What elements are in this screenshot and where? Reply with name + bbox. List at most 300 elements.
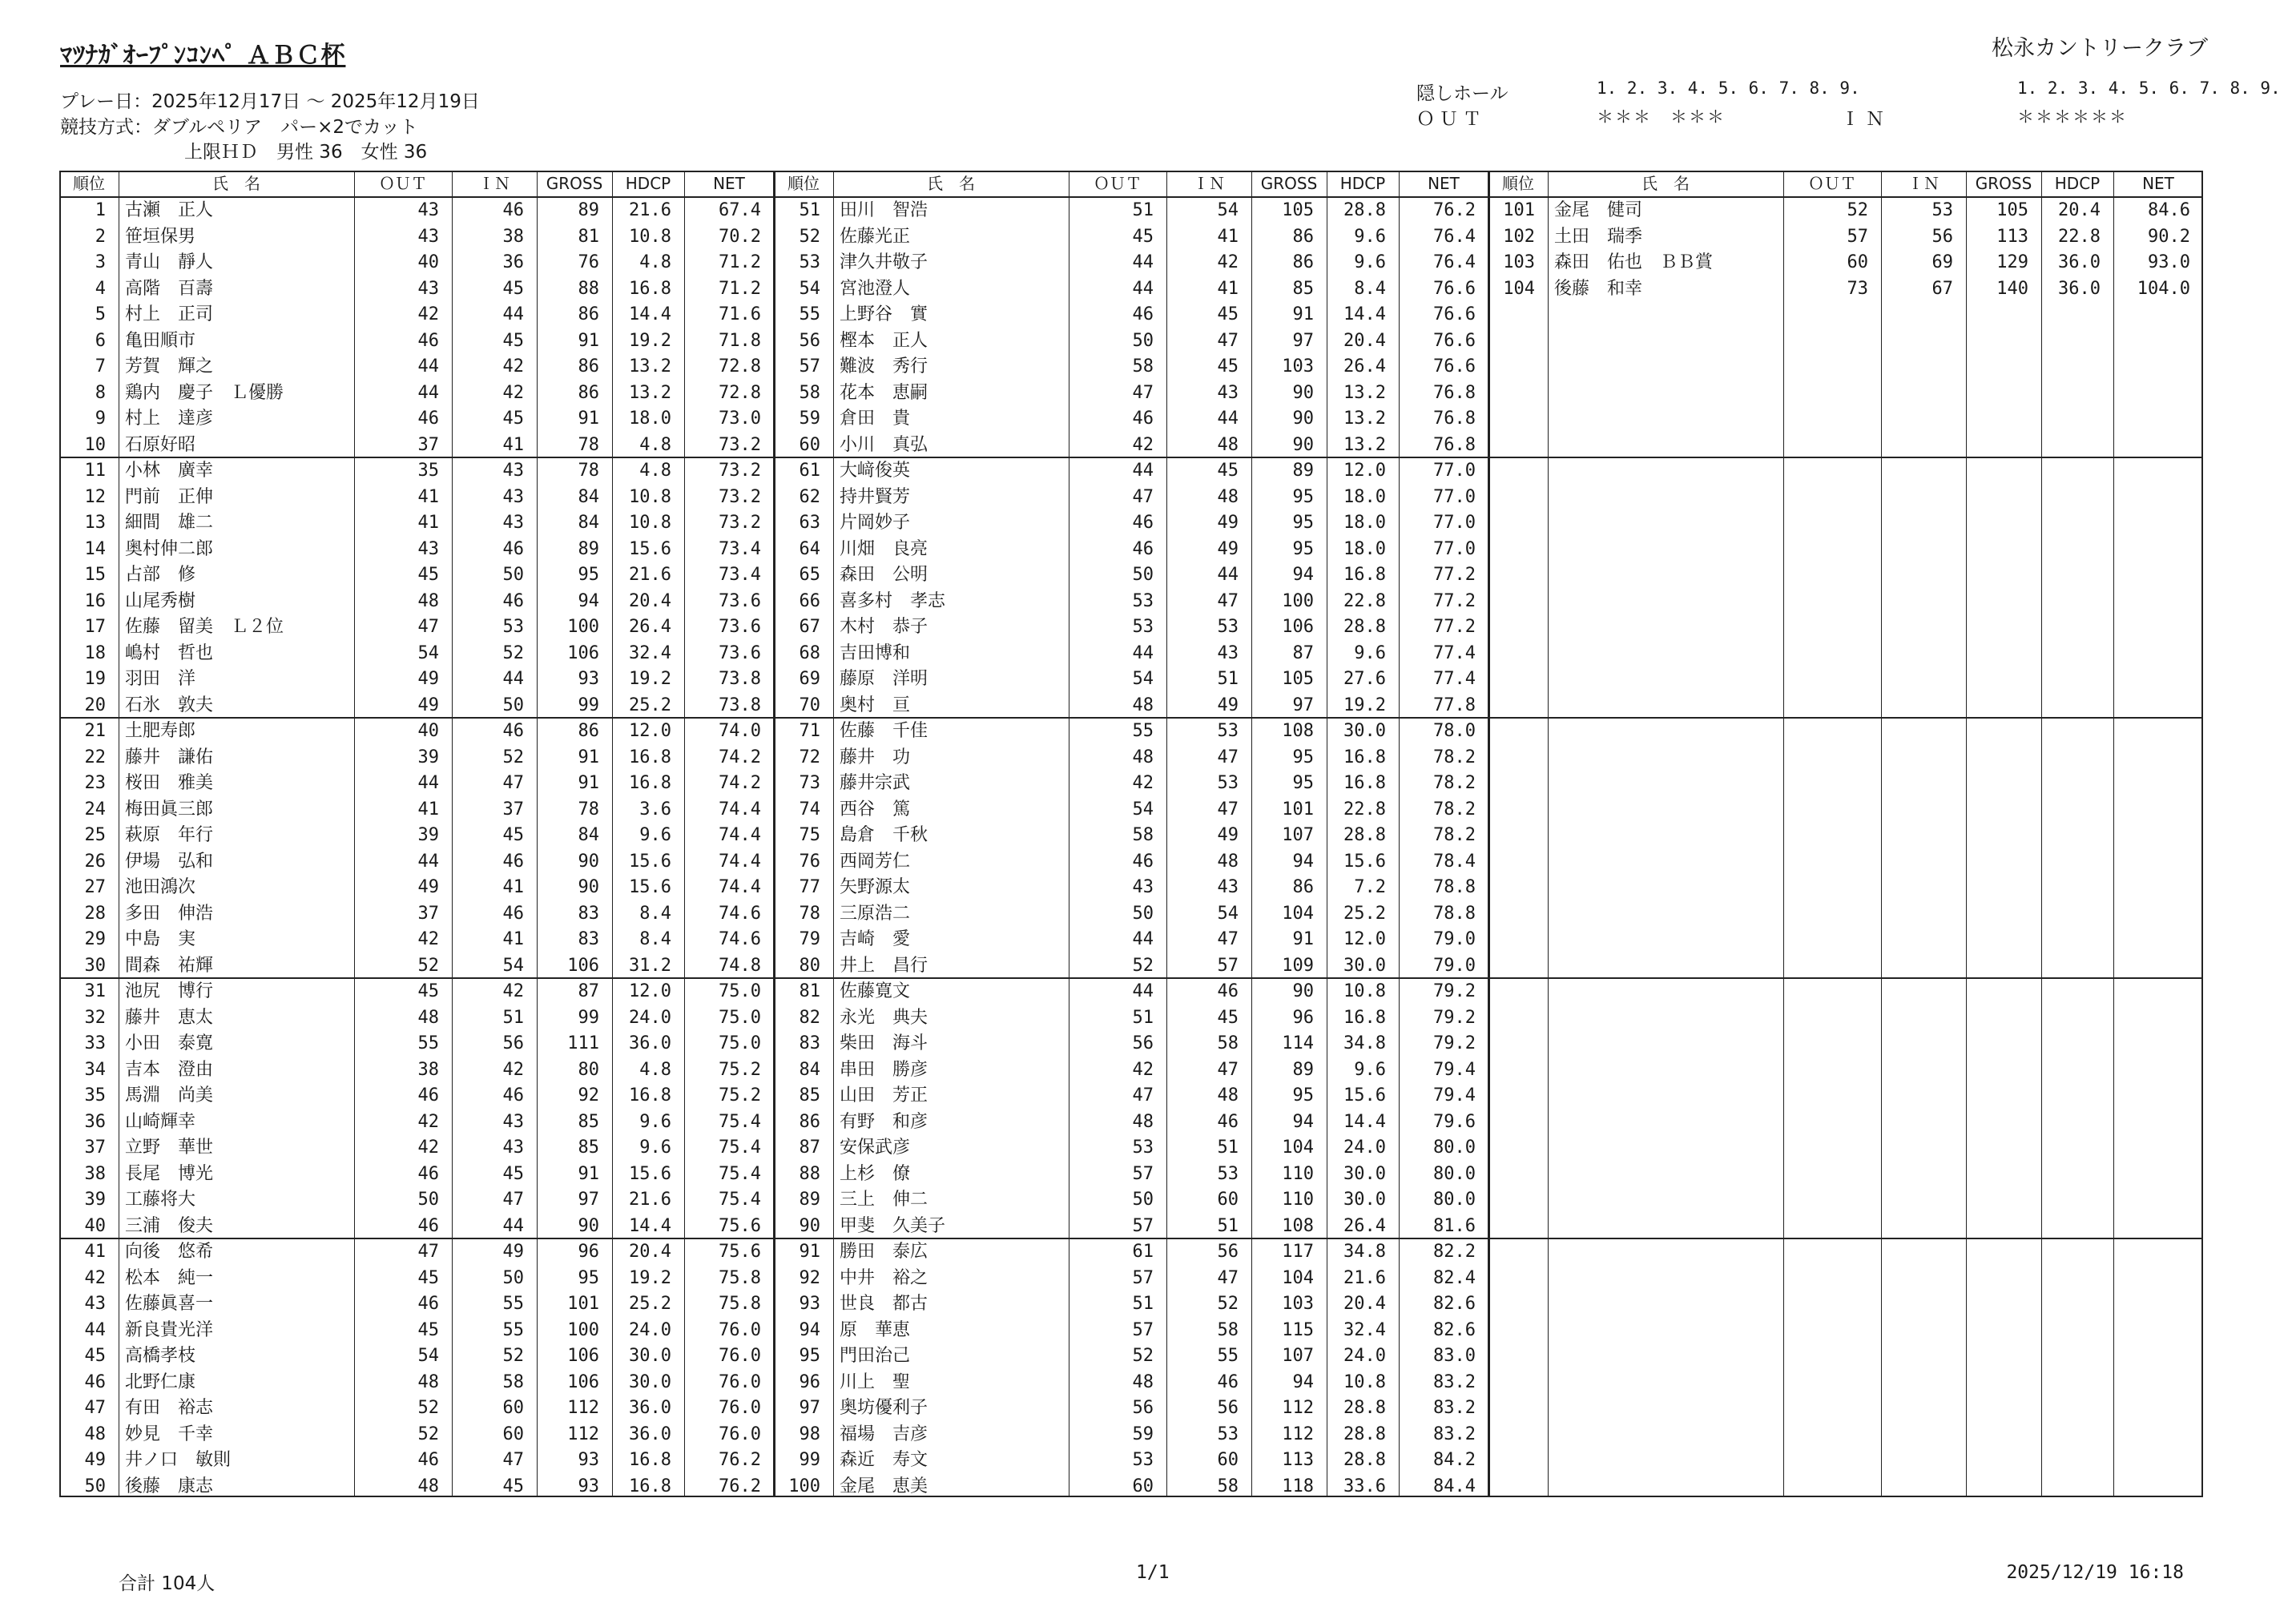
player-name: 後藤 康志 bbox=[125, 1476, 214, 1496]
player-out: 51 bbox=[1132, 1007, 1154, 1028]
player-out: 46 bbox=[417, 1450, 439, 1470]
player-net: 76.6 bbox=[1433, 330, 1476, 351]
player-name: 梅田眞三郎 bbox=[125, 799, 214, 820]
player-out: 60 bbox=[1847, 252, 1868, 272]
player-net: 67.4 bbox=[719, 200, 761, 220]
player-net: 93.0 bbox=[2148, 252, 2190, 272]
header-hdcp: HDCP bbox=[625, 174, 671, 193]
player-hdcp: 22.8 bbox=[2058, 226, 2101, 247]
player-in: 60 bbox=[502, 1398, 524, 1418]
player-name: 後藤 和幸 bbox=[1554, 278, 1643, 299]
player-gross: 83 bbox=[578, 929, 599, 949]
header-gross: GROSS bbox=[1260, 174, 1318, 193]
player-gross: 90 bbox=[578, 1215, 599, 1236]
player-out: 44 bbox=[417, 773, 439, 793]
player-in: 54 bbox=[1217, 200, 1239, 220]
header-out: ＯＵＴ bbox=[1808, 174, 1856, 193]
player-name: 佐藤寛文 bbox=[840, 981, 911, 1001]
player-rank: 36 bbox=[84, 1111, 106, 1132]
player-rank: 74 bbox=[799, 799, 820, 820]
player-hdcp: 16.8 bbox=[629, 747, 671, 767]
player-out: 54 bbox=[1132, 799, 1154, 820]
player-gross: 92 bbox=[578, 1085, 599, 1105]
player-in: 57 bbox=[1217, 955, 1239, 976]
player-gross: 99 bbox=[578, 1007, 599, 1028]
player-name: 山尾秀樹 bbox=[125, 590, 196, 611]
player-gross: 104 bbox=[1282, 903, 1314, 924]
player-name: 三上 伸二 bbox=[840, 1190, 928, 1210]
player-gross: 90 bbox=[1292, 981, 1314, 1001]
player-rank: 73 bbox=[799, 773, 820, 793]
player-gross: 78 bbox=[578, 461, 599, 481]
player-net: 83.2 bbox=[1433, 1424, 1476, 1444]
player-gross: 97 bbox=[1292, 695, 1314, 715]
player-gross: 106 bbox=[567, 1346, 599, 1366]
player-in: 50 bbox=[502, 695, 524, 715]
player-out: 43 bbox=[417, 200, 439, 220]
player-net: 76.4 bbox=[1433, 226, 1476, 247]
player-net: 77.8 bbox=[1433, 695, 1476, 715]
player-hdcp: 12.0 bbox=[1343, 929, 1386, 949]
player-gross: 89 bbox=[578, 200, 599, 220]
player-net: 75.6 bbox=[719, 1215, 761, 1236]
player-rank: 70 bbox=[799, 695, 820, 715]
player-hdcp: 16.8 bbox=[629, 1450, 671, 1470]
in-hidden-marks: ＊＊＊＊＊＊ bbox=[2017, 107, 2128, 127]
player-out: 56 bbox=[1132, 1033, 1154, 1053]
player-hdcp: 15.6 bbox=[629, 1163, 671, 1184]
player-net: 71.2 bbox=[719, 278, 761, 299]
header-rank: 順位 bbox=[1502, 174, 1534, 193]
player-out: 45 bbox=[1132, 226, 1154, 247]
player-net: 84.4 bbox=[1433, 1476, 1476, 1496]
player-hdcp: 16.8 bbox=[1343, 773, 1386, 793]
player-rank: 40 bbox=[84, 1215, 106, 1236]
player-hdcp: 16.8 bbox=[629, 773, 671, 793]
player-net: 76.2 bbox=[1433, 200, 1476, 220]
player-hdcp: 28.8 bbox=[1343, 1450, 1386, 1470]
player-hdcp: 15.6 bbox=[1343, 1085, 1386, 1105]
player-rank: 27 bbox=[84, 877, 106, 897]
player-in: 55 bbox=[1217, 1346, 1239, 1366]
player-rank: 49 bbox=[84, 1450, 106, 1470]
club-name: 松永カントリークラブ bbox=[1992, 36, 2208, 61]
player-hdcp: 15.6 bbox=[1343, 851, 1386, 872]
player-gross: 89 bbox=[578, 538, 599, 559]
player-rank: 101 bbox=[1503, 200, 1535, 220]
player-hdcp: 12.0 bbox=[629, 721, 671, 741]
player-in: 51 bbox=[1217, 1138, 1239, 1158]
player-net: 74.6 bbox=[719, 903, 761, 924]
player-out: 58 bbox=[1132, 825, 1154, 845]
player-out: 61 bbox=[1132, 1242, 1154, 1262]
player-net: 82.4 bbox=[1433, 1267, 1476, 1288]
player-in: 42 bbox=[502, 382, 524, 403]
player-gross: 104 bbox=[1282, 1138, 1314, 1158]
player-out: 54 bbox=[1132, 669, 1154, 689]
header-net: NET bbox=[2142, 174, 2174, 193]
player-net: 76.8 bbox=[1433, 409, 1476, 429]
player-name: 池尻 博行 bbox=[125, 981, 214, 1001]
player-net: 82.2 bbox=[1433, 1242, 1476, 1262]
section-divider bbox=[1488, 171, 1490, 1497]
player-hdcp: 9.6 bbox=[1354, 226, 1386, 247]
player-rank: 35 bbox=[84, 1085, 106, 1105]
player-name: 山田 芳正 bbox=[840, 1085, 928, 1105]
player-in: 60 bbox=[1217, 1190, 1239, 1210]
player-net: 72.8 bbox=[719, 356, 761, 377]
player-out: 55 bbox=[417, 1033, 439, 1053]
player-rank: 104 bbox=[1503, 278, 1535, 299]
player-rank: 57 bbox=[799, 356, 820, 377]
player-rank: 43 bbox=[84, 1294, 106, 1314]
player-out: 55 bbox=[1132, 721, 1154, 741]
player-in: 44 bbox=[1217, 565, 1239, 585]
player-hdcp: 25.2 bbox=[1343, 903, 1386, 924]
player-net: 77.0 bbox=[1433, 486, 1476, 507]
player-out: 41 bbox=[417, 799, 439, 820]
player-name: 伊場 弘和 bbox=[125, 851, 214, 872]
player-net: 76.0 bbox=[719, 1371, 761, 1392]
player-out: 42 bbox=[1132, 434, 1154, 455]
player-out: 57 bbox=[1132, 1319, 1154, 1340]
player-gross: 85 bbox=[578, 1138, 599, 1158]
player-net: 79.0 bbox=[1433, 955, 1476, 976]
player-hdcp: 25.2 bbox=[629, 1294, 671, 1314]
player-gross: 108 bbox=[1282, 721, 1314, 741]
player-rank: 16 bbox=[84, 590, 106, 611]
player-in: 56 bbox=[1217, 1398, 1239, 1418]
player-net: 75.2 bbox=[719, 1059, 761, 1080]
player-rank: 76 bbox=[799, 851, 820, 872]
player-rank: 11 bbox=[84, 461, 106, 481]
player-hdcp: 18.0 bbox=[629, 409, 671, 429]
player-hdcp: 10.8 bbox=[629, 486, 671, 507]
player-name: 桜田 雅美 bbox=[125, 773, 214, 793]
player-hdcp: 36.0 bbox=[629, 1033, 671, 1053]
player-net: 82.6 bbox=[1433, 1319, 1476, 1340]
player-gross: 86 bbox=[578, 356, 599, 377]
column-rule bbox=[833, 171, 834, 1497]
player-out: 42 bbox=[417, 304, 439, 324]
player-in: 53 bbox=[1217, 1424, 1239, 1444]
player-gross: 106 bbox=[567, 642, 599, 663]
in-hole-numbers: 1. 2. 3. 4. 5. 6. 7. 8. 9. bbox=[2017, 79, 2281, 98]
player-hdcp: 32.4 bbox=[1343, 1319, 1386, 1340]
player-rank: 38 bbox=[84, 1163, 106, 1184]
player-name: 井上 昌行 bbox=[840, 955, 928, 976]
header-hdcp: HDCP bbox=[2054, 174, 2101, 193]
player-net: 76.0 bbox=[719, 1424, 761, 1444]
player-out: 43 bbox=[1132, 877, 1154, 897]
player-name: 村上 正司 bbox=[125, 304, 214, 324]
player-hdcp: 16.8 bbox=[629, 278, 671, 299]
header-hdcp: HDCP bbox=[1339, 174, 1386, 193]
player-net: 70.2 bbox=[719, 226, 761, 247]
player-gross: 106 bbox=[567, 1371, 599, 1392]
player-net: 71.8 bbox=[719, 330, 761, 351]
player-out: 44 bbox=[1132, 461, 1154, 481]
handicap-limits: 上限ＨＤ 男性 36 女性 36 bbox=[184, 142, 428, 163]
player-name: 門前 正伸 bbox=[125, 486, 214, 507]
player-name: 奥村 亘 bbox=[840, 695, 911, 715]
player-rank: 67 bbox=[799, 617, 820, 637]
player-out: 48 bbox=[417, 1007, 439, 1028]
player-hdcp: 4.8 bbox=[639, 252, 671, 272]
player-in: 49 bbox=[1217, 825, 1239, 845]
player-out: 52 bbox=[1132, 1346, 1154, 1366]
player-gross: 84 bbox=[578, 513, 599, 533]
player-rank: 86 bbox=[799, 1111, 820, 1132]
player-name: 原 華恵 bbox=[840, 1319, 911, 1340]
out-hole-numbers: 1. 2. 3. 4. 5. 6. 7. 8. 9. bbox=[1597, 79, 1860, 98]
player-out: 52 bbox=[417, 1398, 439, 1418]
player-rank: 10 bbox=[84, 434, 106, 455]
player-net: 78.2 bbox=[1433, 825, 1476, 845]
player-net: 79.2 bbox=[1433, 1007, 1476, 1028]
player-hdcp: 24.0 bbox=[1343, 1138, 1386, 1158]
player-net: 84.6 bbox=[2148, 200, 2190, 220]
player-name: 金尾 健司 bbox=[1554, 200, 1643, 220]
player-gross: 90 bbox=[1292, 409, 1314, 429]
player-gross: 100 bbox=[567, 617, 599, 637]
player-hdcp: 27.6 bbox=[1343, 669, 1386, 689]
player-hdcp: 34.8 bbox=[1343, 1242, 1386, 1262]
player-net: 84.2 bbox=[1433, 1450, 1476, 1470]
player-name: 鶏内 慶子 Ｌ優勝 bbox=[125, 382, 284, 403]
column-rule bbox=[1548, 171, 1549, 1497]
player-gross: 76 bbox=[578, 252, 599, 272]
player-net: 73.8 bbox=[719, 669, 761, 689]
player-out: 46 bbox=[417, 330, 439, 351]
player-rank: 46 bbox=[84, 1371, 106, 1392]
player-rank: 21 bbox=[84, 721, 106, 741]
player-in: 53 bbox=[1217, 1163, 1239, 1184]
player-name: 宮池澄人 bbox=[840, 278, 911, 299]
player-name: 森近 寿文 bbox=[840, 1450, 928, 1470]
player-rank: 47 bbox=[84, 1398, 106, 1418]
player-in: 56 bbox=[1217, 1242, 1239, 1262]
player-in: 47 bbox=[1217, 747, 1239, 767]
player-gross: 94 bbox=[1292, 1371, 1314, 1392]
player-hdcp: 9.6 bbox=[1354, 252, 1386, 272]
player-in: 43 bbox=[502, 1111, 524, 1132]
player-rank: 75 bbox=[799, 825, 820, 845]
player-in: 42 bbox=[502, 1059, 524, 1080]
player-gross: 94 bbox=[578, 590, 599, 611]
player-net: 74.4 bbox=[719, 877, 761, 897]
player-net: 76.0 bbox=[719, 1346, 761, 1366]
player-net: 73.6 bbox=[719, 642, 761, 663]
player-in: 60 bbox=[1217, 1450, 1239, 1470]
player-name: 藤井宗武 bbox=[840, 773, 911, 793]
player-net: 73.6 bbox=[719, 590, 761, 611]
player-rank: 72 bbox=[799, 747, 820, 767]
player-hdcp: 30.0 bbox=[1343, 1163, 1386, 1184]
player-name: 松本 純一 bbox=[125, 1267, 214, 1288]
player-rank: 83 bbox=[799, 1033, 820, 1053]
player-net: 76.2 bbox=[719, 1476, 761, 1496]
player-out: 46 bbox=[417, 1085, 439, 1105]
player-in: 46 bbox=[502, 1085, 524, 1105]
player-gross: 94 bbox=[1292, 851, 1314, 872]
player-rank: 99 bbox=[799, 1450, 820, 1470]
player-in: 45 bbox=[502, 1163, 524, 1184]
player-out: 50 bbox=[417, 1190, 439, 1210]
player-out: 54 bbox=[417, 1346, 439, 1366]
player-net: 73.6 bbox=[719, 617, 761, 637]
player-in: 50 bbox=[502, 565, 524, 585]
player-in: 46 bbox=[502, 590, 524, 611]
player-gross: 91 bbox=[1292, 304, 1314, 324]
player-out: 39 bbox=[417, 747, 439, 767]
player-name: 馬淵 尚美 bbox=[125, 1085, 214, 1105]
player-rank: 55 bbox=[799, 304, 820, 324]
player-rank: 44 bbox=[84, 1319, 106, 1340]
player-net: 74.2 bbox=[719, 773, 761, 793]
player-name: 柴田 海斗 bbox=[840, 1033, 928, 1053]
total-count: 合計 104人 bbox=[119, 1573, 216, 1594]
player-hdcp: 30.0 bbox=[629, 1346, 671, 1366]
player-in: 43 bbox=[502, 1138, 524, 1158]
player-net: 74.4 bbox=[719, 825, 761, 845]
player-hdcp: 14.4 bbox=[629, 1215, 671, 1236]
player-rank: 39 bbox=[84, 1190, 106, 1210]
player-rank: 68 bbox=[799, 642, 820, 663]
player-in: 49 bbox=[1217, 513, 1239, 533]
player-gross: 95 bbox=[1292, 773, 1314, 793]
player-name: 金尾 恵美 bbox=[840, 1476, 928, 1496]
player-gross: 113 bbox=[1282, 1450, 1314, 1470]
player-out: 43 bbox=[417, 538, 439, 559]
player-in: 46 bbox=[502, 200, 524, 220]
header-name: 氏 名 bbox=[212, 174, 260, 193]
player-rank: 19 bbox=[84, 669, 106, 689]
player-rank: 14 bbox=[84, 538, 106, 559]
player-hdcp: 28.8 bbox=[1343, 825, 1386, 845]
player-in: 55 bbox=[502, 1294, 524, 1314]
player-out: 46 bbox=[1132, 409, 1154, 429]
player-name: 大﨑俊英 bbox=[840, 461, 911, 481]
player-hdcp: 8.4 bbox=[1354, 278, 1386, 299]
player-hdcp: 28.8 bbox=[1343, 1424, 1386, 1444]
player-gross: 87 bbox=[578, 981, 599, 1001]
player-net: 80.0 bbox=[1433, 1190, 1476, 1210]
player-out: 43 bbox=[417, 278, 439, 299]
player-net: 104.0 bbox=[2137, 278, 2190, 299]
player-in: 47 bbox=[502, 773, 524, 793]
player-gross: 83 bbox=[578, 903, 599, 924]
player-name: 小林 廣幸 bbox=[125, 461, 214, 481]
column-rule bbox=[1783, 171, 1784, 1497]
player-gross: 110 bbox=[1282, 1190, 1314, 1210]
player-name: 片岡妙子 bbox=[840, 513, 911, 533]
player-rank: 60 bbox=[799, 434, 820, 455]
player-name: 新良貴光洋 bbox=[125, 1319, 214, 1340]
player-in: 46 bbox=[502, 721, 524, 741]
hidden-hole-label: 隠しホール bbox=[1416, 83, 1509, 104]
player-out: 57 bbox=[1132, 1215, 1154, 1236]
player-rank: 84 bbox=[799, 1059, 820, 1080]
player-net: 79.0 bbox=[1433, 929, 1476, 949]
player-hdcp: 4.8 bbox=[639, 434, 671, 455]
header-rank: 順位 bbox=[73, 174, 105, 193]
player-name: 芳賀 輝之 bbox=[125, 356, 214, 377]
player-hdcp: 7.2 bbox=[1354, 877, 1386, 897]
player-name: 土田 瑞季 bbox=[1554, 226, 1643, 247]
player-rank: 18 bbox=[84, 642, 106, 663]
player-rank: 20 bbox=[84, 695, 106, 715]
player-net: 81.6 bbox=[1433, 1215, 1476, 1236]
player-rank: 50 bbox=[84, 1476, 106, 1496]
player-name: 佐藤眞喜一 bbox=[125, 1294, 214, 1314]
player-out: 42 bbox=[417, 1138, 439, 1158]
player-in: 45 bbox=[1217, 356, 1239, 377]
player-gross: 103 bbox=[1282, 1294, 1314, 1314]
header-out: ＯＵＴ bbox=[1094, 174, 1142, 193]
player-in: 46 bbox=[1217, 981, 1239, 1001]
player-name: 小田 泰寛 bbox=[125, 1033, 214, 1053]
player-hdcp: 14.4 bbox=[1343, 304, 1386, 324]
player-hdcp: 19.2 bbox=[1343, 695, 1386, 715]
player-net: 74.6 bbox=[719, 929, 761, 949]
player-net: 75.8 bbox=[719, 1267, 761, 1288]
player-in: 46 bbox=[502, 903, 524, 924]
player-hdcp: 9.6 bbox=[639, 1111, 671, 1132]
player-net: 73.2 bbox=[719, 513, 761, 533]
player-net: 90.2 bbox=[2148, 226, 2190, 247]
player-rank: 1 bbox=[95, 200, 106, 220]
player-gross: 113 bbox=[1996, 226, 2028, 247]
player-hdcp: 13.2 bbox=[629, 382, 671, 403]
player-in: 47 bbox=[502, 1190, 524, 1210]
player-rank: 42 bbox=[84, 1267, 106, 1288]
player-net: 79.6 bbox=[1433, 1111, 1476, 1132]
player-gross: 109 bbox=[1282, 955, 1314, 976]
player-hdcp: 20.4 bbox=[629, 1242, 671, 1262]
player-out: 44 bbox=[1132, 929, 1154, 949]
player-rank: 80 bbox=[799, 955, 820, 976]
player-net: 74.2 bbox=[719, 747, 761, 767]
player-name: 西岡芳仁 bbox=[840, 851, 911, 872]
player-hdcp: 36.0 bbox=[629, 1424, 671, 1444]
player-name: 木村 恭子 bbox=[840, 617, 928, 637]
player-net: 79.2 bbox=[1433, 981, 1476, 1001]
player-hdcp: 24.0 bbox=[629, 1319, 671, 1340]
player-name: 間森 祐輝 bbox=[125, 955, 214, 976]
player-hdcp: 18.0 bbox=[1343, 486, 1386, 507]
player-hdcp: 28.8 bbox=[1343, 1398, 1386, 1418]
player-rank: 51 bbox=[799, 200, 820, 220]
player-in: 41 bbox=[1217, 226, 1239, 247]
player-net: 76.6 bbox=[1433, 356, 1476, 377]
player-out: 51 bbox=[1132, 200, 1154, 220]
player-name: 佐藤 留美 Ｌ２位 bbox=[125, 617, 284, 637]
player-out: 48 bbox=[417, 1476, 439, 1496]
player-net: 75.0 bbox=[719, 1033, 761, 1053]
player-in: 45 bbox=[502, 825, 524, 845]
player-gross: 95 bbox=[1292, 747, 1314, 767]
player-net: 76.4 bbox=[1433, 252, 1476, 272]
player-out: 47 bbox=[417, 1242, 439, 1262]
player-gross: 106 bbox=[1282, 617, 1314, 637]
player-out: 52 bbox=[1132, 955, 1154, 976]
player-name: 上杉 僚 bbox=[840, 1163, 911, 1184]
player-net: 77.4 bbox=[1433, 669, 1476, 689]
player-out: 48 bbox=[1132, 1371, 1154, 1392]
player-gross: 88 bbox=[578, 278, 599, 299]
player-name: 持井賢芳 bbox=[840, 486, 911, 507]
